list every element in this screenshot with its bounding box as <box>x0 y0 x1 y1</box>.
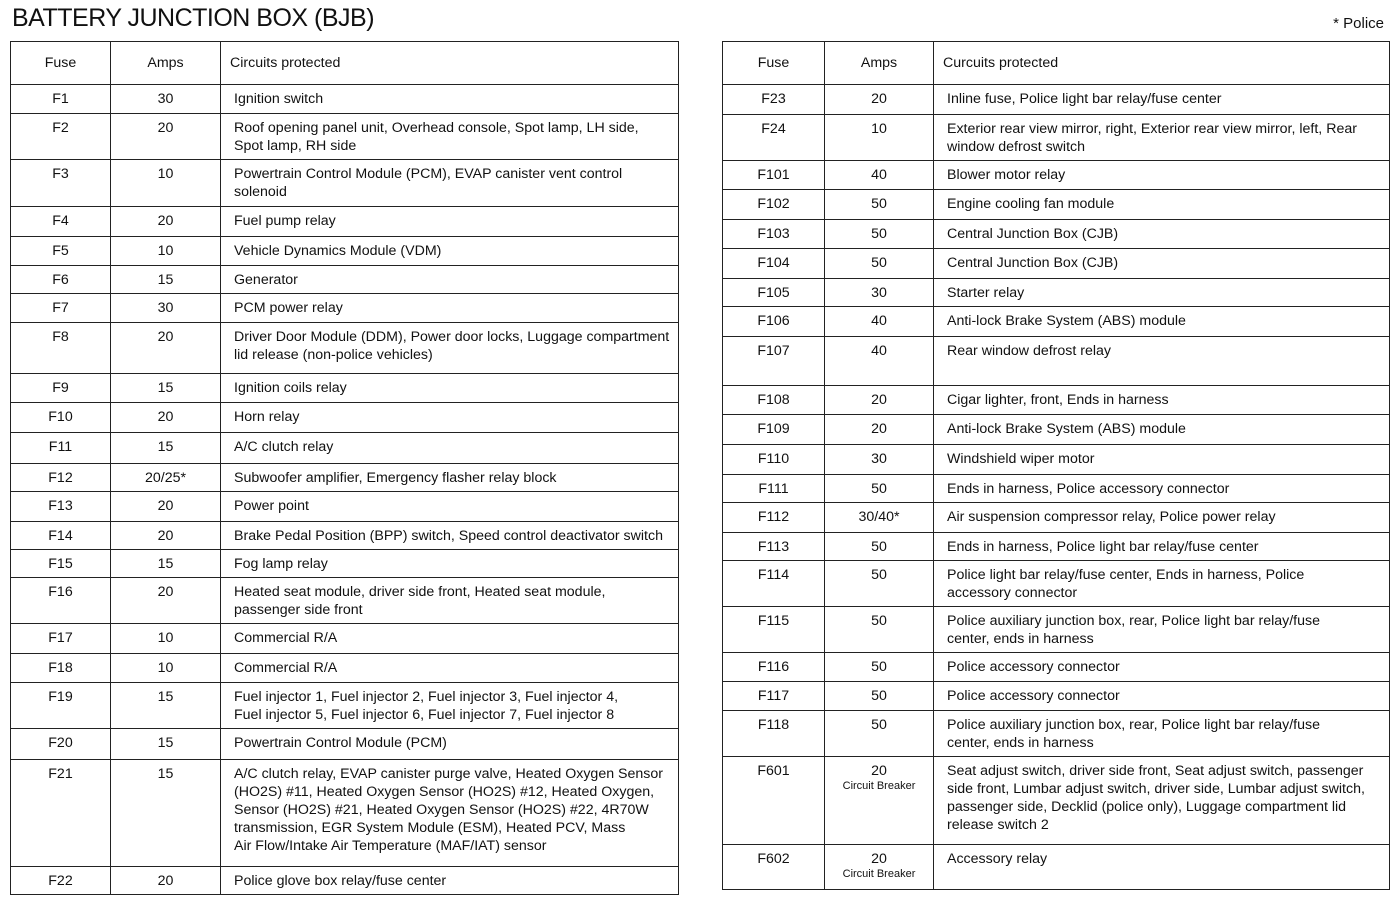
fuse-id: F118 <box>723 711 825 757</box>
table-header-row <box>11 42 679 85</box>
table-row <box>723 161 1390 190</box>
column-header-circuits: Curcuits protected <box>934 42 1390 85</box>
fuse-amps <box>825 711 934 757</box>
fuse-amps <box>825 653 934 682</box>
circuits-protected <box>934 653 1390 682</box>
fuse-id: F108 <box>723 386 825 415</box>
amps-value: 30 <box>871 285 887 301</box>
circuit-text-line: Subwoofer amplifier, Emergency flasher relay block <box>234 470 557 486</box>
table-row <box>11 760 679 867</box>
fuse-amps <box>111 578 221 624</box>
amps-value: 15 <box>157 556 174 572</box>
fuse-amps <box>111 323 221 374</box>
fuse-amps <box>111 550 221 578</box>
table-row <box>723 415 1390 445</box>
table-row <box>11 729 679 760</box>
circuit-text-line: side front, Lumbar adjust switch, driver side, Lumbar adjust switch, <box>947 781 1365 797</box>
amps-value: 20 <box>157 528 174 544</box>
amps-value: 10 <box>157 660 174 676</box>
amps-value: 15 <box>157 439 174 455</box>
fuse-id: F1 <box>11 85 111 114</box>
circuits-protected <box>934 249 1390 279</box>
amps-value: 50 <box>871 688 887 704</box>
circuits-protected <box>934 503 1390 533</box>
circuit-text-line: Ends in harness, Police accessory connector <box>947 481 1230 497</box>
fuse-amps <box>111 433 221 464</box>
circuit-text-line: Anti-lock Brake System (ABS) module <box>947 313 1186 329</box>
circuit-text-line: center, ends in harness <box>947 631 1094 647</box>
circuit-text-line: release switch 2 <box>947 817 1049 833</box>
circuits-protected <box>221 578 679 624</box>
circuits-protected <box>221 867 679 895</box>
circuit-text-line: Powertrain Control Module (PCM) <box>234 735 447 751</box>
table-row <box>11 578 679 624</box>
circuit-text-line: Fog lamp relay <box>234 556 328 572</box>
circuit-text-line: Cigar lighter, front, Ends in harness <box>947 392 1169 408</box>
fuse-id: F107 <box>723 337 825 386</box>
amps-value: 30/40* <box>858 509 900 525</box>
circuits-protected <box>221 237 679 266</box>
table-row <box>11 522 679 550</box>
fuse-id: F114 <box>723 561 825 607</box>
fuse-id: F6 <box>11 266 111 294</box>
fuse-id: F2 <box>11 114 111 160</box>
table-row <box>11 207 679 237</box>
circuits-protected <box>934 845 1390 890</box>
fuse-amps <box>825 161 934 190</box>
circuit-text-line: Heated seat module, driver side front, Heated seat module, <box>234 584 606 600</box>
table-header-row <box>723 42 1390 85</box>
fuse-amps <box>111 114 221 160</box>
fuse-id: F113 <box>723 533 825 561</box>
circuits-protected <box>934 386 1390 415</box>
fuse-amps <box>111 85 221 114</box>
table-row <box>11 492 679 522</box>
circuit-text-line: Police light bar relay/fuse center, Ends in harness, Police <box>947 567 1305 583</box>
column-header-amps: Amps <box>825 42 934 85</box>
fuse-amps <box>111 654 221 683</box>
amps-value: 50 <box>871 613 887 629</box>
amps-value: 30 <box>871 451 887 467</box>
fuse-amps <box>111 464 221 492</box>
amps-value: 15 <box>157 272 174 288</box>
fuse-amps <box>825 415 934 445</box>
circuit-text-line: Power point <box>234 498 309 514</box>
column-header-fuse: Fuse <box>723 42 825 85</box>
circuit-text-line: passenger side, Decklid (police only), Luggage compartment lid <box>947 799 1347 815</box>
table-row <box>723 445 1390 475</box>
circuits-protected <box>934 220 1390 249</box>
fuse-amps <box>825 279 934 307</box>
amps-value: 50 <box>871 539 887 555</box>
fuse-id: F22 <box>11 867 111 895</box>
circuit-text-line: Police auxiliary junction box, rear, Police light bar relay/fuse <box>947 613 1321 629</box>
fuse-amps <box>825 682 934 711</box>
circuits-protected <box>221 85 679 114</box>
circuits-protected <box>221 323 679 374</box>
circuits-protected <box>934 307 1390 337</box>
fuse-id: F111 <box>723 475 825 503</box>
circuits-protected <box>934 337 1390 386</box>
circuits-protected <box>221 522 679 550</box>
table-row <box>723 682 1390 711</box>
circuit-text-line: Sensor (HO2S) #21, Heated Oxygen Sensor (HO2S) #22, 4R70W <box>234 802 649 818</box>
fuse-id: F14 <box>11 522 111 550</box>
circuit-text-line: Brake Pedal Position (BPP) switch, Speed control deactivator switch <box>234 528 663 544</box>
fuse-amps <box>111 760 221 867</box>
amps-value: 40 <box>871 343 887 359</box>
table-row <box>723 503 1390 533</box>
amps-value: 10 <box>157 243 174 259</box>
fuse-amps <box>825 85 934 115</box>
circuit-text-line: Police accessory connector <box>947 688 1120 704</box>
fuse-id: F112 <box>723 503 825 533</box>
circuits-protected <box>221 729 679 760</box>
fuse-id: F15 <box>11 550 111 578</box>
circuit-text-line: Anti-lock Brake System (ABS) module <box>947 421 1186 437</box>
fuse-amps <box>111 729 221 760</box>
circuit-text-line: Fuel pump relay <box>234 213 336 229</box>
circuit-text-line: Seat adjust switch, driver side front, Seat adjust switch, passenger <box>947 763 1364 779</box>
amps-value: 50 <box>871 659 887 675</box>
amps-value: 40 <box>871 313 887 329</box>
fuse-amps <box>825 307 934 337</box>
fuse-id: F19 <box>11 683 111 729</box>
circuits-protected <box>934 115 1390 161</box>
circuits-protected <box>934 711 1390 757</box>
fuse-amps <box>825 475 934 503</box>
circuit-text-line: Central Junction Box (CJB) <box>947 255 1119 271</box>
amps-value: 20 <box>871 851 887 867</box>
fuse-amps <box>111 522 221 550</box>
circuits-protected <box>221 492 679 522</box>
circuit-text-line: Horn relay <box>234 409 300 425</box>
amps-value: 10 <box>157 166 174 182</box>
fuse-amps <box>825 845 934 890</box>
fuse-amps <box>825 607 934 653</box>
circuits-protected <box>221 114 679 160</box>
table-row <box>11 550 679 578</box>
fuse-id: F117 <box>723 682 825 711</box>
circuit-text-line: Blower motor relay <box>947 167 1066 183</box>
fuse-amps <box>825 249 934 279</box>
amps-value: 20 <box>871 421 887 437</box>
circuits-protected <box>934 533 1390 561</box>
circuit-text-line: Exterior rear view mirror, right, Exterior rear view mirror, left, Rear <box>947 121 1357 137</box>
fuse-amps <box>111 403 221 433</box>
fuse-amps <box>825 337 934 386</box>
table-row <box>11 85 679 114</box>
circuit-text-line: Vehicle Dynamics Module (VDM) <box>234 243 442 259</box>
table-row <box>11 654 679 683</box>
table-row <box>723 607 1390 653</box>
fuse-amps <box>825 190 934 220</box>
amps-value: 20 <box>871 763 887 779</box>
fuse-amps <box>111 374 221 403</box>
circuit-text-line: accessory connector <box>947 585 1078 601</box>
fuse-id: F102 <box>723 190 825 220</box>
fuse-id: F13 <box>11 492 111 522</box>
table-row <box>723 711 1390 757</box>
fuse-amps <box>825 757 934 845</box>
circuits-protected <box>934 561 1390 607</box>
table-row <box>723 307 1390 337</box>
table-row <box>723 757 1390 845</box>
fuse-amps <box>111 237 221 266</box>
fuse-amps <box>825 561 934 607</box>
circuit-text-line: Inline fuse, Police light bar relay/fuse center <box>947 91 1222 107</box>
circuits-protected <box>934 445 1390 475</box>
fuse-id: F7 <box>11 294 111 323</box>
amps-value: 20 <box>157 584 174 600</box>
fuse-id: F602 <box>723 845 825 890</box>
fuse-amps <box>825 503 934 533</box>
amps-value: 20 <box>871 91 887 107</box>
table-row <box>11 867 679 895</box>
circuit-text-line: Generator <box>234 272 298 288</box>
fuse-amps <box>825 115 934 161</box>
fuse-id: F105 <box>723 279 825 307</box>
fuse-id: F24 <box>723 115 825 161</box>
circuit-text-line: Starter relay <box>947 285 1025 301</box>
fuse-id: F115 <box>723 607 825 653</box>
table-row <box>11 374 679 403</box>
page-title: BATTERY JUNCTION BOX (BJB) <box>12 4 375 32</box>
table-row <box>11 114 679 160</box>
circuits-protected <box>221 433 679 464</box>
amps-value: 15 <box>157 689 174 705</box>
table-row <box>11 323 679 374</box>
circuits-protected <box>934 415 1390 445</box>
table-row <box>723 279 1390 307</box>
table-row <box>723 337 1390 386</box>
amps-value: 20/25* <box>144 470 187 486</box>
fuse-amps <box>825 445 934 475</box>
circuits-protected <box>221 403 679 433</box>
circuit-text-line: (HO2S) #11, Heated Oxygen Sensor (HO2S) #12, Heated Oxygen, <box>234 784 655 800</box>
table-row <box>723 845 1390 890</box>
amps-value: 50 <box>871 226 887 242</box>
fuse-amps <box>111 207 221 237</box>
fuse-id: F20 <box>11 729 111 760</box>
circuit-text-line: PCM power relay <box>234 300 343 316</box>
amps-value: 50 <box>871 717 887 733</box>
circuit-text-line: Ignition switch <box>234 91 324 107</box>
circuits-protected <box>934 682 1390 711</box>
circuit-text-line: Ends in harness, Police light bar relay/fuse center <box>947 539 1259 555</box>
amps-value: 50 <box>871 255 887 271</box>
fuse-amps <box>111 294 221 323</box>
amps-value: 15 <box>157 766 174 782</box>
fuse-id: F23 <box>723 85 825 115</box>
fuse-amps <box>825 533 934 561</box>
circuits-protected <box>221 374 679 403</box>
table-row <box>11 464 679 492</box>
circuits-protected <box>221 294 679 323</box>
fuse-id: F109 <box>723 415 825 445</box>
circuit-text-line: transmission, EGR System Module (ESM), Heated PCV, Mass <box>234 820 626 836</box>
table-row <box>723 115 1390 161</box>
table-row <box>11 433 679 464</box>
fuse-amps <box>111 624 221 654</box>
circuit-text-line: Central Junction Box (CJB) <box>947 226 1119 242</box>
table-row <box>723 249 1390 279</box>
table-row <box>11 266 679 294</box>
circuits-protected <box>221 683 679 729</box>
circuit-text-line: A/C clutch relay, EVAP canister purge valve, Heated Oxygen Sensor <box>234 766 663 782</box>
table-row <box>11 160 679 207</box>
circuits-protected <box>934 190 1390 220</box>
right-fuse-table <box>722 41 1390 890</box>
circuit-text-line: Police glove box relay/fuse center <box>234 873 447 889</box>
circuit-text-line: Windshield wiper motor <box>947 451 1095 467</box>
circuit-text-line: Fuel injector 5, Fuel injector 6, Fuel injector 7, Fuel injector 8 <box>234 707 615 723</box>
fuse-id: F4 <box>11 207 111 237</box>
circuit-text-line: Accessory relay <box>947 851 1048 867</box>
circuit-text-line: Rear window defrost relay <box>947 343 1112 359</box>
circuit-text-line: Air Flow/Intake Air Temperature (MAF/IAT) sensor <box>234 838 547 854</box>
fuse-id: F18 <box>11 654 111 683</box>
circuits-protected <box>934 757 1390 845</box>
fuse-id: F116 <box>723 653 825 682</box>
fuse-id: F103 <box>723 220 825 249</box>
column-header-circuits: Circuits protected <box>221 42 679 85</box>
fuse-amps <box>111 867 221 895</box>
circuits-protected <box>221 624 679 654</box>
amps-value: 20 <box>157 873 174 889</box>
fuse-id: F21 <box>11 760 111 867</box>
fuse-id: F9 <box>11 374 111 403</box>
circuits-protected <box>934 85 1390 115</box>
amps-value: 20 <box>157 120 174 136</box>
fuse-id: F12 <box>11 464 111 492</box>
circuits-protected <box>221 266 679 294</box>
amps-value: 50 <box>871 481 887 497</box>
circuits-protected <box>934 475 1390 503</box>
circuit-text-line: Roof opening panel unit, Overhead console, Spot lamp, LH side, <box>234 120 639 136</box>
fuse-id: F17 <box>11 624 111 654</box>
circuit-text-line: Spot lamp, RH side <box>234 138 357 154</box>
amps-value: 10 <box>871 121 887 137</box>
circuit-text-line: Commercial R/A <box>234 630 338 646</box>
amps-value: 50 <box>871 567 887 583</box>
amps-value: 15 <box>157 380 174 396</box>
amps-value: 30 <box>157 91 174 107</box>
police-footnote: * Police <box>1333 15 1384 32</box>
fuse-amps <box>111 683 221 729</box>
circuits-protected <box>934 279 1390 307</box>
table-row <box>11 683 679 729</box>
circuit-text-line: Police accessory connector <box>947 659 1120 675</box>
fuse-id: F8 <box>11 323 111 374</box>
fuse-id: F601 <box>723 757 825 845</box>
table-row <box>723 386 1390 415</box>
fuse-id: F5 <box>11 237 111 266</box>
circuit-text-line: window defrost switch <box>947 139 1085 155</box>
fuse-id: F16 <box>11 578 111 624</box>
amps-value: 20 <box>157 329 174 345</box>
table-row <box>723 561 1390 607</box>
circuit-text-line: lid release (non-police vehicles) <box>234 347 433 363</box>
table-row <box>723 533 1390 561</box>
left-fuse-table <box>10 41 679 895</box>
circuit-text-line: Air suspension compressor relay, Police power relay <box>947 509 1276 525</box>
amps-value: 30 <box>157 300 174 316</box>
table-row <box>723 190 1390 220</box>
amps-value: 20 <box>157 409 174 425</box>
column-header-amps: Amps <box>111 42 221 85</box>
circuits-protected <box>221 160 679 207</box>
circuit-text-line: Police auxiliary junction box, rear, Police light bar relay/fuse <box>947 717 1321 733</box>
circuit-text-line: Fuel injector 1, Fuel injector 2, Fuel injector 3, Fuel injector 4, <box>234 689 619 705</box>
circuits-protected <box>221 464 679 492</box>
circuits-protected <box>221 760 679 867</box>
fuse-amps <box>111 266 221 294</box>
circuit-text-line: Ignition coils relay <box>234 380 347 396</box>
fuse-id: F101 <box>723 161 825 190</box>
table-row <box>723 653 1390 682</box>
table-row <box>723 220 1390 249</box>
circuit-text-line: Powertrain Control Module (PCM), EVAP canister vent control <box>234 166 623 182</box>
circuits-protected <box>934 161 1390 190</box>
circuit-text-line: passenger side front <box>234 602 363 618</box>
circuits-protected <box>221 654 679 683</box>
amps-value: 15 <box>157 735 174 751</box>
circuits-protected <box>221 550 679 578</box>
circuit-text-line: solenoid <box>234 184 287 200</box>
circuits-protected <box>934 607 1390 653</box>
table-row <box>11 624 679 654</box>
fuse-id: F10 <box>11 403 111 433</box>
amps-note: Circuit Breaker <box>842 780 916 792</box>
table-row <box>723 475 1390 503</box>
circuit-text-line: center, ends in harness <box>947 735 1094 751</box>
amps-value: 20 <box>871 392 887 408</box>
fuse-amps <box>111 160 221 207</box>
circuit-text-line: Driver Door Module (DDM), Power door locks, Luggage compartment <box>234 329 670 345</box>
fuse-id: F110 <box>723 445 825 475</box>
amps-value: 50 <box>871 196 887 212</box>
fuse-amps <box>825 386 934 415</box>
amps-value: 40 <box>871 167 887 183</box>
fuse-id: F106 <box>723 307 825 337</box>
fuse-id: F104 <box>723 249 825 279</box>
fuse-id: F3 <box>11 160 111 207</box>
fuse-id: F11 <box>11 433 111 464</box>
amps-note: Circuit Breaker <box>842 868 916 880</box>
fuse-amps <box>825 220 934 249</box>
table-row <box>11 403 679 433</box>
fuse-amps <box>111 492 221 522</box>
table-row <box>723 85 1390 115</box>
table-row <box>11 237 679 266</box>
amps-value: 10 <box>157 630 174 646</box>
amps-value: 20 <box>157 498 174 514</box>
amps-value: 20 <box>157 213 174 229</box>
table-row <box>11 294 679 323</box>
circuits-protected <box>221 207 679 237</box>
circuit-text-line: A/C clutch relay <box>234 439 334 455</box>
column-header-fuse: Fuse <box>11 42 111 85</box>
circuit-text-line: Engine cooling fan module <box>947 196 1115 212</box>
circuit-text-line: Commercial R/A <box>234 660 338 676</box>
